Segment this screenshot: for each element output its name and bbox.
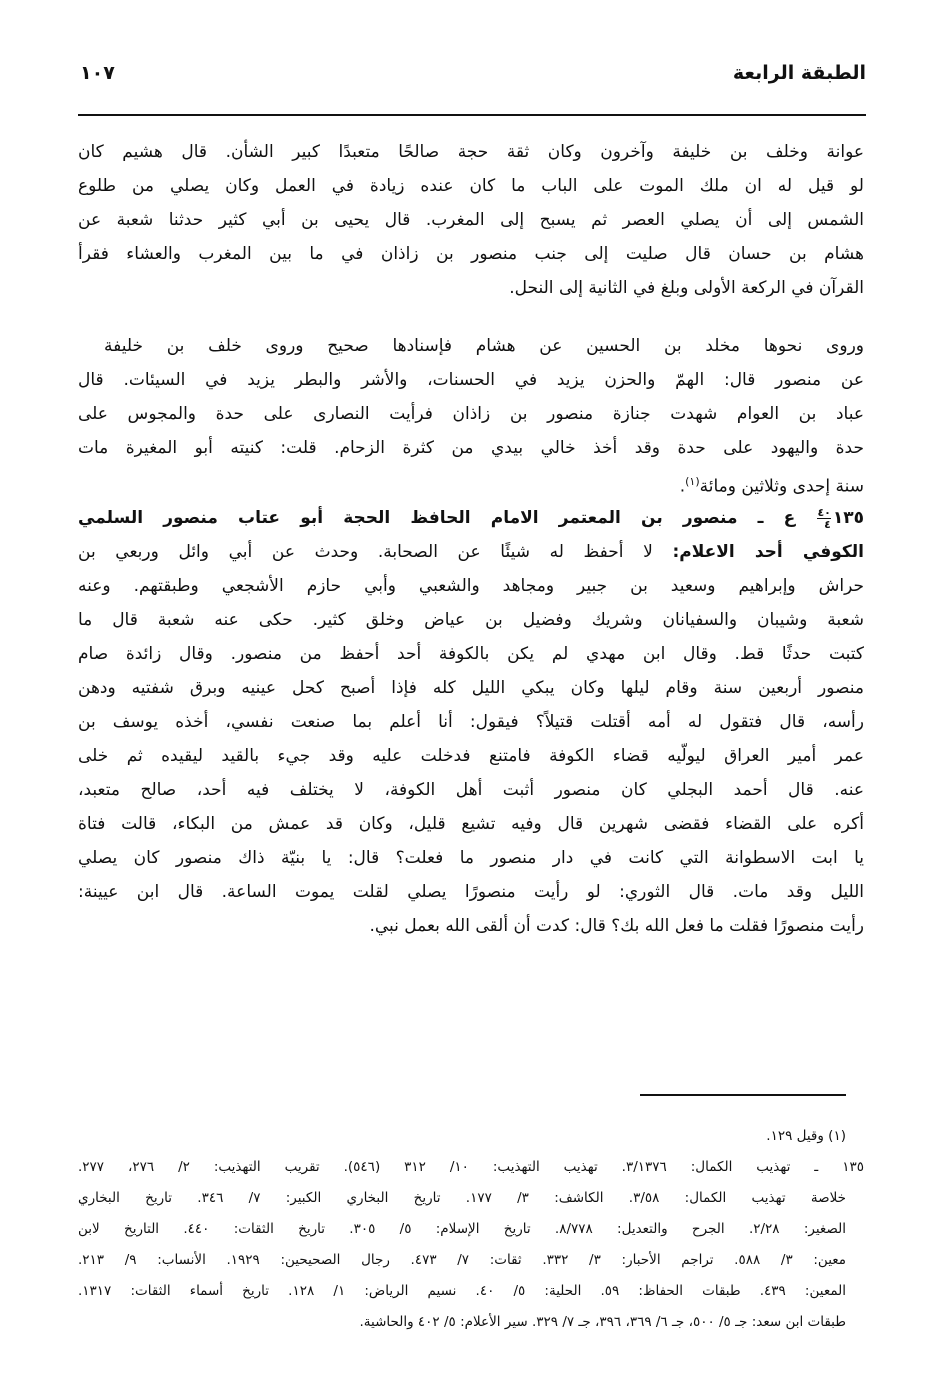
body-text: سنة إحدى وثلاثين ومائة [699,476,864,497]
footnote: (١) وقيل ١٢٩. [766,1128,846,1144]
running-header-title: الطبقة الرابعة [732,62,866,84]
footnote: معين: ٣/ ٥٨٨. تراجم الأحبار: ٣/ ٣٣٢. ثقات: ٧/ ٤٧٣. رجال الصحيحين: ١٩٢٩. الأنساب: ٩/ ٢١٣. [78,1252,847,1268]
body-line: عوانة وخلف بن خليفة وآخرون وكان ثقة حجة صالحًا متعبدًا كبير الشأن. قال هشيم كان [78,142,864,162]
body-line: عنه. قال أحمد البجلي كان منصور أثبت أهل الكوفة، لا يختلف فيه أحد، صالح متعبد، [78,780,864,800]
footnote-ref[interactable]: (١) [685,475,700,488]
footnote: خلاصة تهذيب الكمال: ٣/٥٨. الكاشف: ٣/ ١٧٧. تاريخ البخاري الكبير: ٧/ ٣٤٦. تاريخ البخاري [78,1190,846,1206]
fraction-top: ٤٠ [817,505,831,519]
entry-fraction [817,507,830,530]
body-line: يا ابت الاسطوانة التي كانت في دار منصور ما فعلت؟ قال: يا بنيّة ذاك منصور كان يصلي [78,848,864,868]
body-line: وروى نحوها مخلد بن الحسين عن هشام فإسنادها صحيح وروى خلف بن خليفة [104,336,864,356]
header-rule [78,114,866,116]
footnote: المعين: ٤٣٩. طبقات الحفاظ: ٥٩. الحلية: ٥/ ٤٠. نسيم الرياض: ١/ ١٢٨. تاريخ أسماء الثقات: ١٣١٧. [78,1283,847,1299]
body-line: حراش وإبراهيم وسعيد بن جبير ومجاهد والشعبي وأبي حازم الأشجعي وطبقتهم. وعنه [78,576,864,596]
body-line: عمر أمير العراق ليولّيه قضاء الكوفة فامتنع فدخلت عليه وقد جيء بالقيد ليقيده ثم خلى [78,746,864,766]
body-text: لا أحفظ له شيئًا عن الصحابة. وحدث عن أبي وائل وربعي بن [78,542,673,562]
body-line: الليل وقد مات. قال الثوري: لو رأيت منصورًا يصلي لقلت يموت الساعة. قال ابن عيينة: [78,882,864,902]
body-line: لو قيل له ان ملك الموت على الباب ما كان عنده زيادة في العمل وكان يصلي من طلوع [78,176,864,196]
body-line: أكره على القضاء فقضى شهرين قال وفيه تشيع قليل، وكان قد عمش من البكاء، قالت فتاة [78,814,864,834]
page-number: ١٠٧ [80,62,115,84]
body-line: كتبت حدثًا قط. وقال ابن مهدي لم يكن بالكوفة أحد أحفظ من منصور. وقال زائدة صام [78,644,864,664]
body-line [78,470,864,499]
body-line: هشام بن حسان قال صليت إلى جنب منصور بن زاذان في ما بين المغرب والعشاء فقرأ [78,244,864,264]
body-line: عباد بن العوام شهدت جنازة منصور بن زاذان فرأيت النصارى على حدة والمجوس على [78,404,864,424]
entry-title: ع ـ منصور بن المعتمر الامام الحافظ الحجة أبو عتاب منصور السلمي [78,508,796,528]
body-line: رأسه، قال فتقول له أمه أقتلت قتيلاً؟ فيقول: أنا أعلم بما صنعت نفسي، أخذه يوسف بن [78,712,864,732]
fraction-bottom: ٤ [824,517,831,531]
entry-heading [78,506,864,530]
body-line: شعبة وشيبان والسفيانان وشريك وفضيل بن عياض وخلق كثير. حكى عنه شعبة قال ما [78,610,864,630]
entry-number: ١٣٥ [832,508,865,528]
body-line: رأيت منصورًا فقلت ما فعل الله بك؟ قال: كدت أن ألقى الله بعمل نبي. [369,916,864,936]
body-line: منصور أربعين سنة وقام ليلها وكان يبكي الليل كله فإذا أصبح كحل عينيه وبرق شفتيه ودهن [78,678,864,698]
body-line: الشمس إلى أن يصلي العصر ثم يسبح إلى المغرب. قال يحيى بن أبي كثير حدثنا شعبة عن [78,210,864,230]
footnote-rule [640,1094,846,1096]
body-line: حدة واليهود على حدة وقد أخذ خالي بيدي من كثرة الزحام. قلت: كنيته أبو المغيرة مات [78,438,864,458]
footnote: الصغير: ٢/٢٨. الجرح والتعديل: ٨/٧٧٨. تاريخ الإسلام: ٥/ ٣٠٥. تاريخ الثقات: ٤٤٠. التاريخ لابن [78,1221,847,1237]
entry-title-cont: الكوفي أحد الاعلام: [672,542,864,562]
footnote: ١٣٥ ـ تهذيب الكمال: ٣/١٣٧٦. تهذيب التهذيب: ١٠/ ٣١٢ (٥٤٦). تقريب التهذيب: ٢/ ٢٧٦، ٢٧٧. [78,1159,864,1175]
body-line: القرآن في الركعة الأولى وبلغ في الثانية إلى النحل. [509,278,864,298]
body-line [78,540,864,564]
body-text: . [679,476,686,497]
footnote: طبقات ابن سعد: جـ ٥/ ٥٠٠، جـ ٦/ ٣٦٩، ٣٩٦، جـ ٧/ ٣٢٩. سير الأعلام: ٥/ ٤٠٢ والحاشية. [359,1314,846,1330]
body-line: عن منصور قال: الهمّ والحزن يزيد في الحسنات، والأشر والبطر يزيد في السيئات. قال [78,370,864,390]
